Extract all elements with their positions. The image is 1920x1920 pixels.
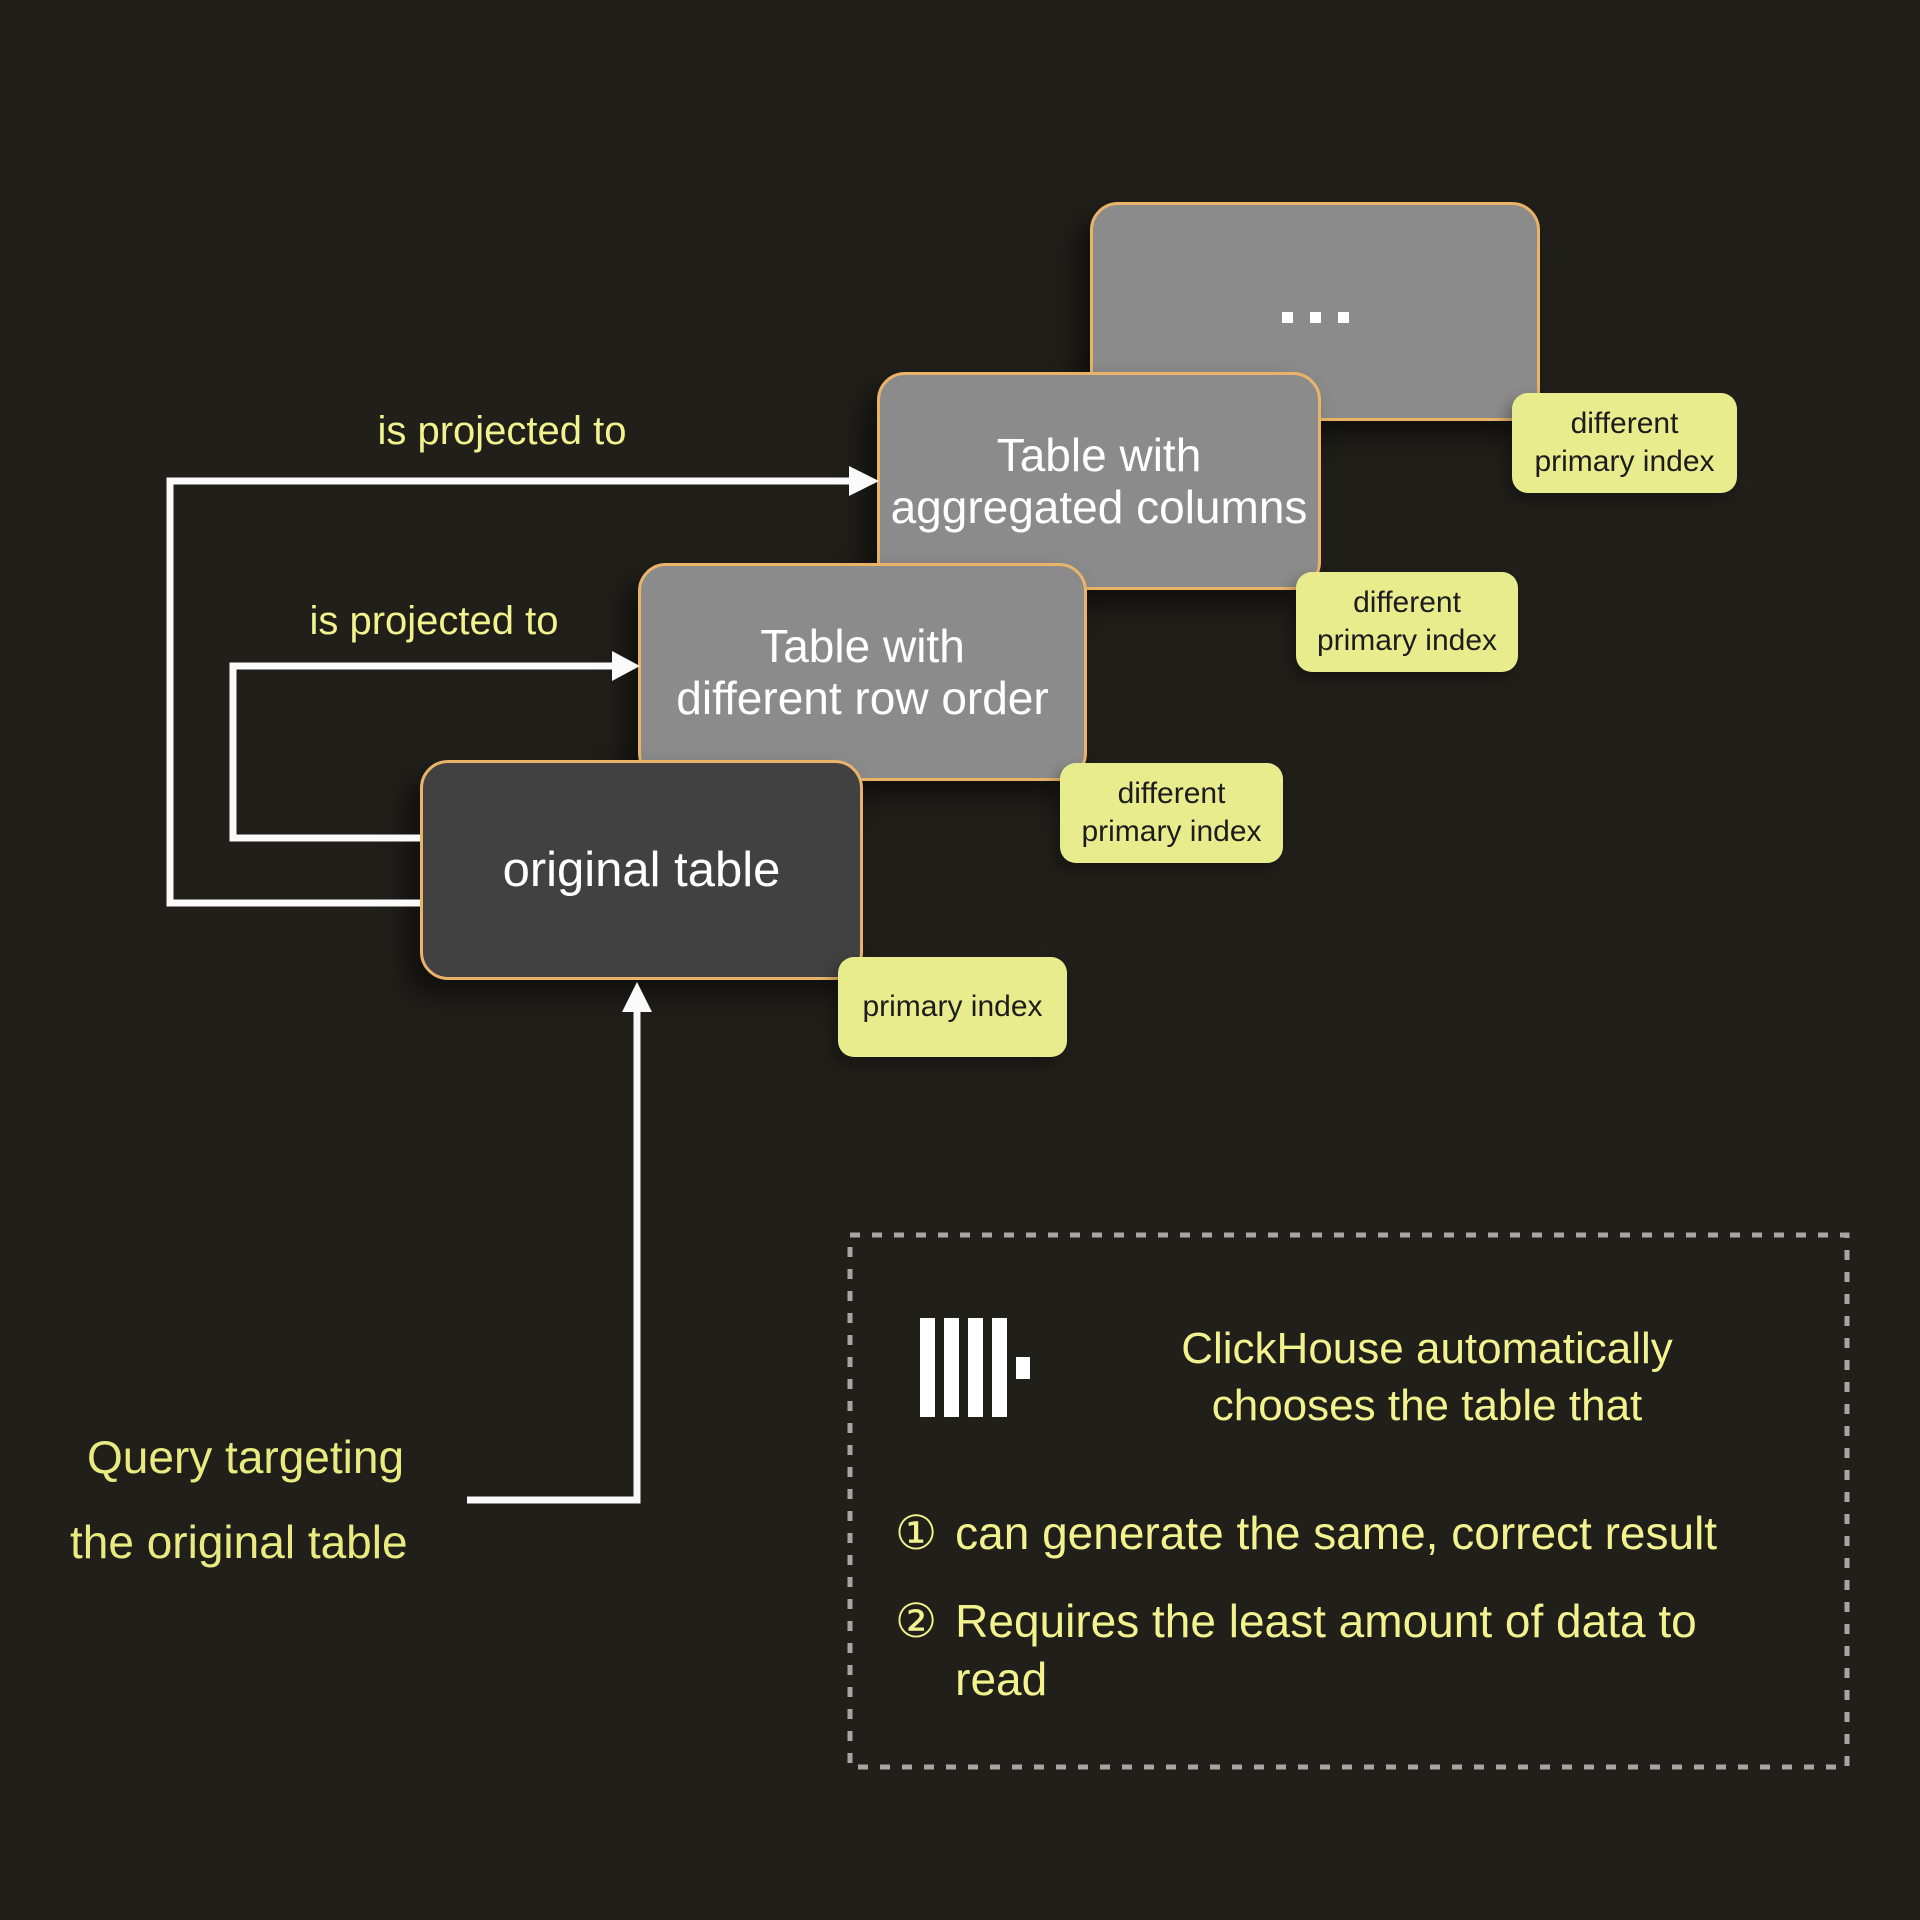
panel-heading-line1: ClickHouse automatically [1181,1324,1673,1373]
clickhouse-logo-icon [920,1318,1030,1417]
edge-label-projected-middle: is projected to [309,599,559,643]
arrowhead-right-icon [612,651,640,681]
edge-label-projected-top: is projected to [377,409,627,453]
index-label-more-tables [1512,393,1737,493]
box-label-line: aggregated columns [890,481,1308,533]
logo-bar [992,1318,1007,1417]
logo-dot [1016,1357,1030,1379]
index-label-line: different [1570,407,1679,440]
clickhouse-note-panel [847,1232,1850,1770]
ellipsis-icon [1282,312,1349,323]
index-label-original-table [838,957,1067,1057]
original-table-box [420,760,863,980]
box-label-line: original table [502,843,781,897]
index-label-line: primary index [1534,445,1715,478]
ellipsis-dot [1282,312,1293,323]
panel-item-line: read [955,1653,1048,1705]
index-label-line: different [1117,777,1226,810]
index-label-aggregated-table [1296,572,1518,672]
panel-item-line: can generate the same, correct result [955,1507,1718,1559]
arrowhead-up-icon [622,982,652,1012]
ellipsis-dot [1338,312,1349,323]
panel-item-line: Requires the least amount of data to [955,1595,1697,1647]
panel-heading-line2: chooses the table that [1211,1381,1643,1430]
ellipsis-dot [1310,312,1321,323]
box-label-line: different row order [676,672,1049,724]
logo-bar [944,1318,959,1417]
circled-one-icon: ① [895,1506,938,1559]
panel-item-1 [895,1504,1717,1562]
index-label-row-order-table [1060,763,1283,863]
index-label-line: primary index [862,990,1043,1023]
box-label-line: Table with [760,620,965,672]
query-annotation-line1: Query targeting [87,1431,405,1483]
panel-item-text [955,1592,1697,1708]
logo-bar [968,1318,983,1417]
index-label-line: different [1353,586,1461,619]
box-label-line: Table with [996,429,1202,481]
query-annotation-line2: the original table [70,1516,408,1568]
aggregated-columns-table-box [877,372,1321,590]
index-label-line: primary index [1081,815,1262,848]
index-label-line: primary index [1316,624,1498,657]
arrowhead-right-icon [849,466,879,496]
arrow-query-to-original [467,1010,637,1500]
row-order-table-box [638,563,1087,781]
panel-item-text [955,1504,1717,1562]
panel-item-2 [895,1592,1697,1708]
logo-bar [920,1318,935,1417]
circled-two-icon: ② [895,1594,938,1647]
panel-heading [1181,1320,1673,1434]
